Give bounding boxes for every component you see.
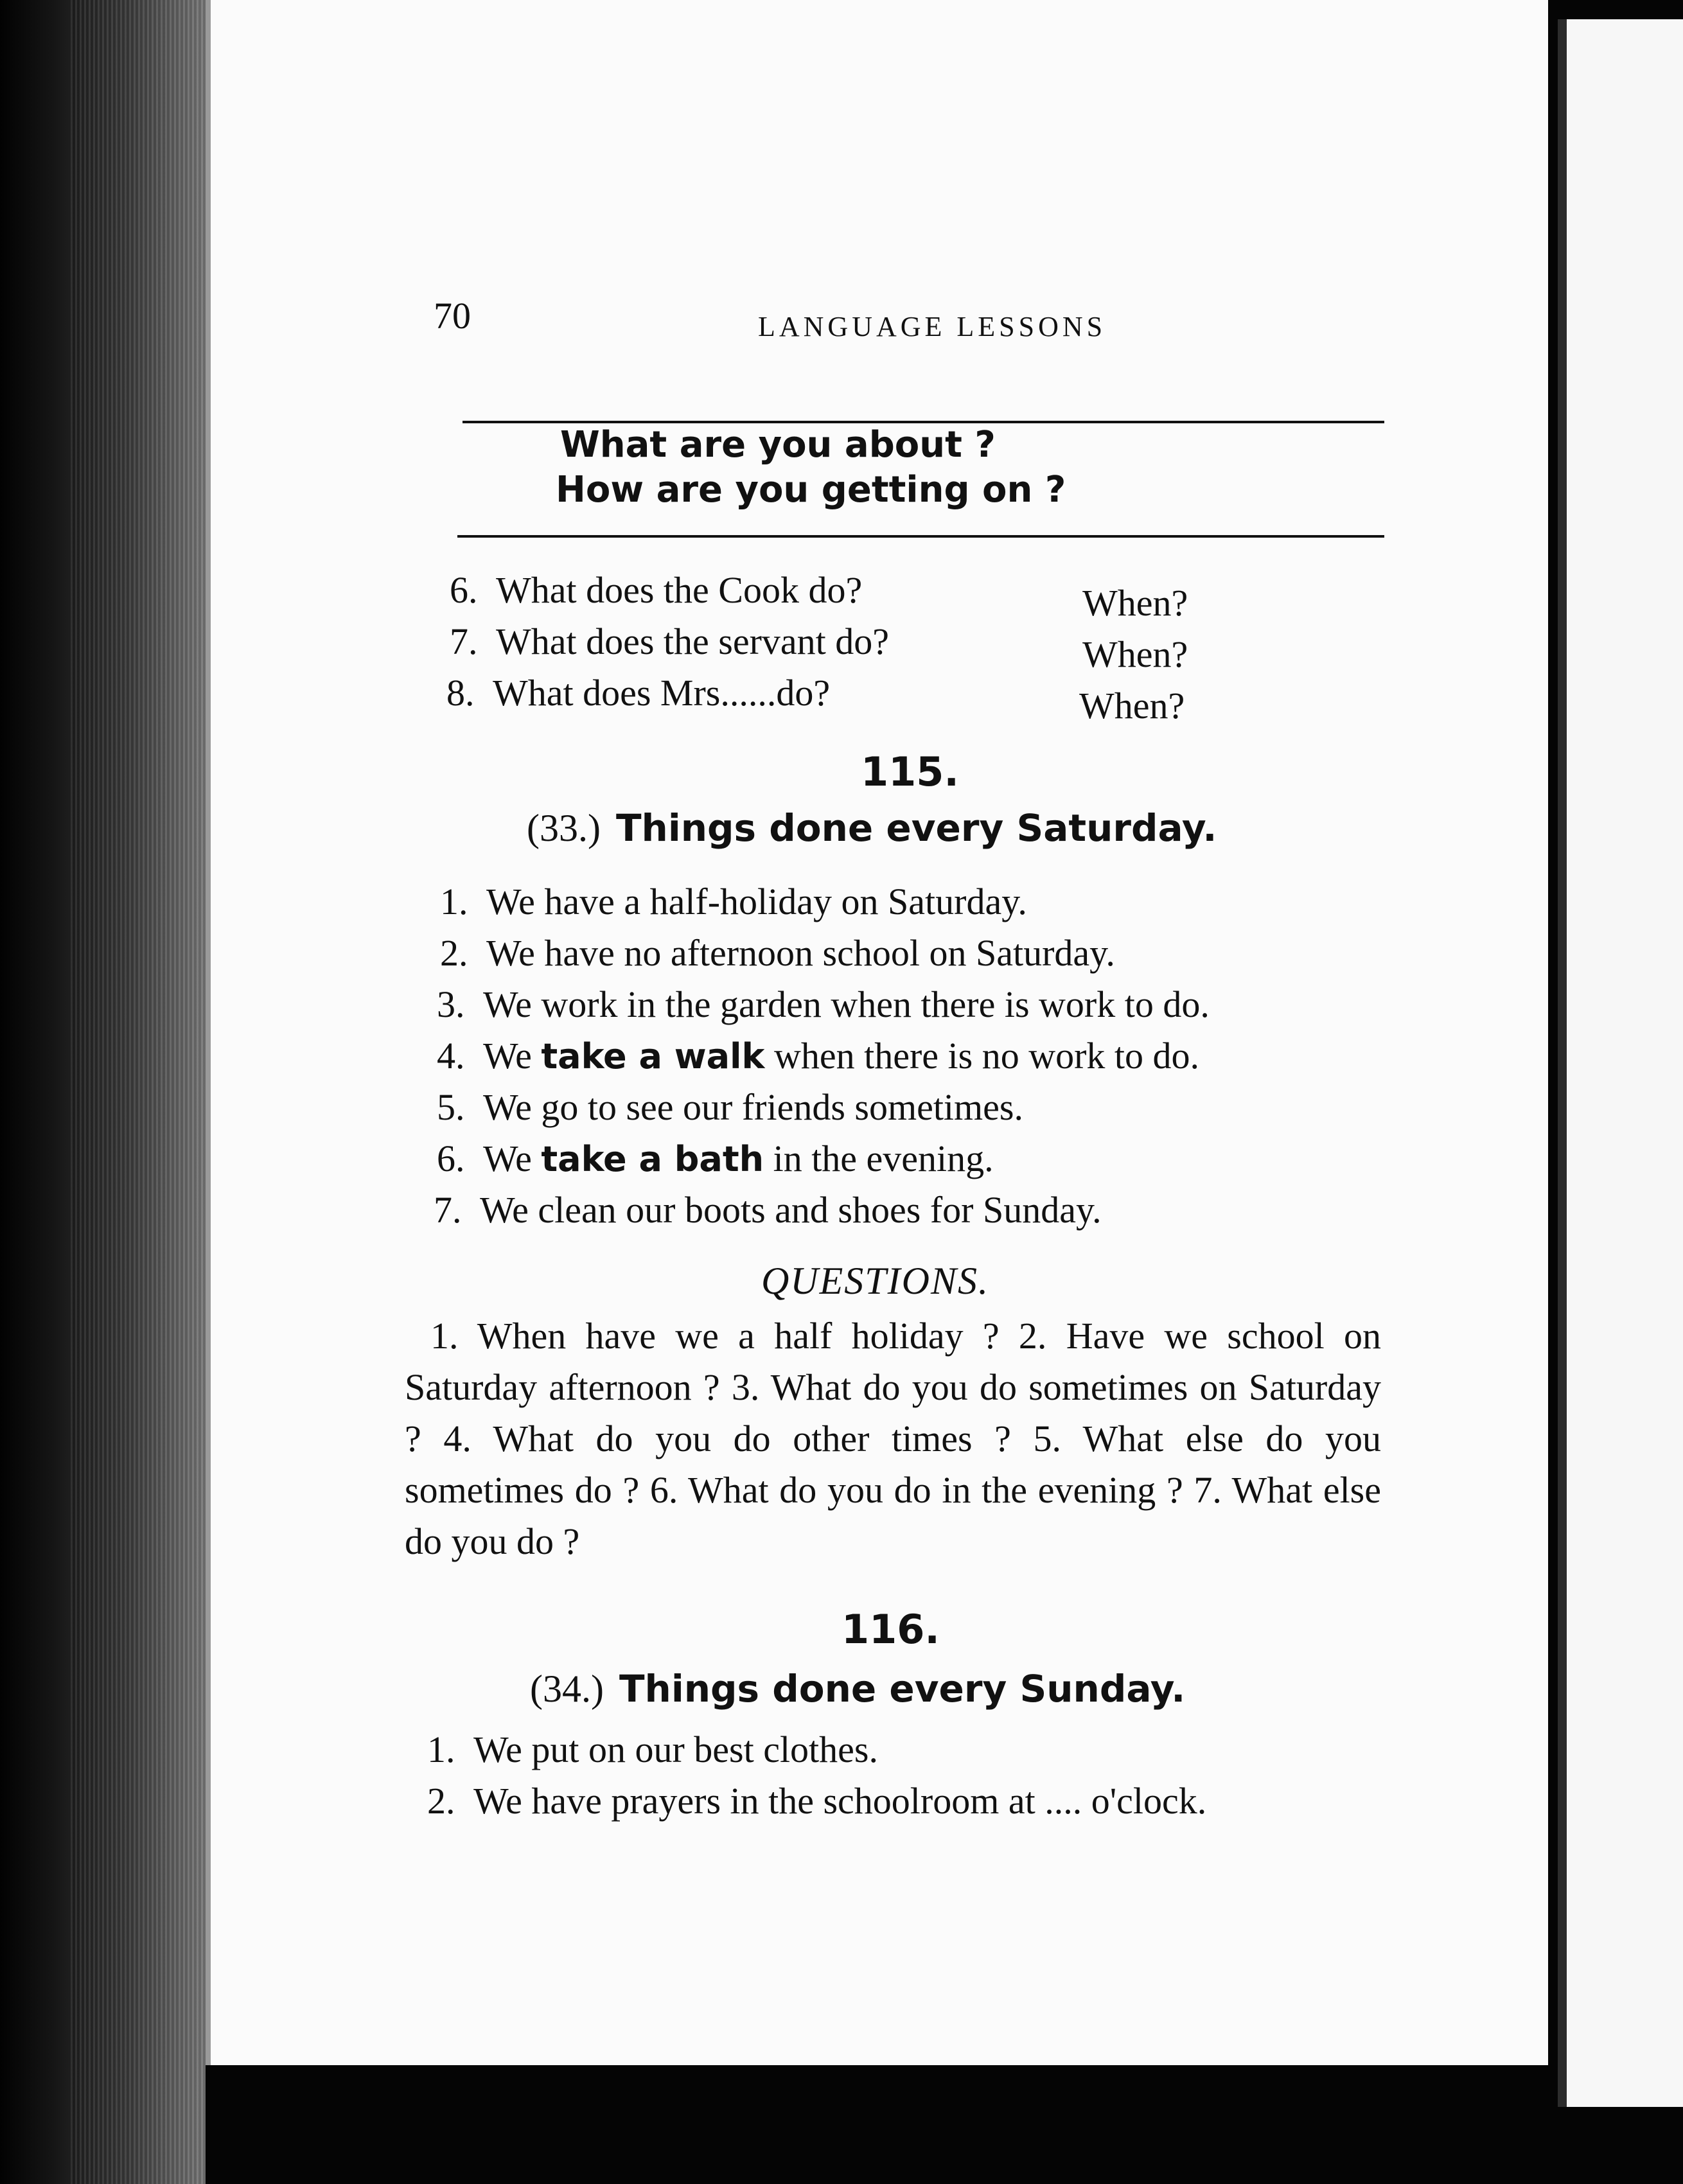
list-item — [440, 931, 1115, 974]
item-number: 7. — [434, 1189, 462, 1231]
top-rule — [463, 421, 1384, 423]
item-number: 8. — [446, 672, 475, 714]
item-text: What does the Cook do? — [496, 569, 863, 611]
item-text: We have no afternoon school on Saturday. — [486, 932, 1115, 974]
item-number: 2. — [427, 1780, 455, 1822]
list-item — [427, 1728, 878, 1771]
item-text: We clean our boots and shoes for Sunday. — [480, 1189, 1102, 1231]
item-number: 7. — [450, 621, 478, 662]
item-number: 1. — [440, 881, 468, 922]
item-text: We — [483, 1138, 542, 1179]
item-answer: When? — [1079, 685, 1185, 727]
item-number: 6. — [437, 1138, 465, 1179]
list-item — [437, 1137, 994, 1180]
header-question-1: What are you about ? — [560, 424, 996, 466]
list-item — [446, 671, 830, 714]
item-text: What does the servant do? — [496, 621, 890, 662]
item-text: We go to see our friends sometimes. — [483, 1086, 1023, 1128]
list-item — [440, 880, 1027, 923]
list-item — [437, 983, 1210, 1026]
item-number: 4. — [437, 1035, 465, 1077]
lesson-title — [527, 806, 1217, 850]
questions-heading: QUESTIONS. — [761, 1260, 990, 1302]
header-question-2: How are you getting on ? — [556, 469, 1066, 511]
list-item — [450, 620, 889, 663]
lesson-number: 115. — [861, 748, 959, 795]
item-number: 1. — [427, 1729, 455, 1770]
item-text: We put on our best clothes. — [473, 1729, 878, 1770]
bold-phrase: take a bath — [541, 1139, 764, 1179]
lesson-title-text: Things done every Sunday. — [619, 1667, 1186, 1711]
questions-paragraph: 1. When have we a half holiday ? 2. Have we school on Saturday afternoon ? 3. What do you do sometimes on Saturday ? 4. What do you do other times ? 5. What else do you sometimes do ? 6. What do you do in the evening ? 7. What else do you do ? — [405, 1315, 1381, 1562]
list-item — [437, 1086, 1023, 1129]
item-text: We — [483, 1035, 542, 1077]
item-text: We work in the garden when there is work to do. — [483, 983, 1210, 1025]
list-item — [434, 1188, 1102, 1231]
lesson-title — [530, 1667, 1185, 1711]
item-text: What does Mrs......do? — [493, 672, 831, 714]
item-answer: When? — [1082, 582, 1188, 624]
list-item — [450, 568, 862, 612]
facing-page — [1558, 19, 1683, 2107]
item-number: 6. — [450, 569, 478, 611]
lesson-number: 116. — [842, 1606, 940, 1653]
item-text-rest: when there is no work to do. — [764, 1035, 1200, 1077]
page-edges — [71, 0, 212, 2184]
bottom-rule — [457, 535, 1384, 538]
list-item — [437, 1034, 1199, 1077]
item-number: 3. — [437, 983, 465, 1025]
scan-background — [206, 2065, 1555, 2184]
item-number: 5. — [437, 1086, 465, 1128]
item-answer: When? — [1082, 633, 1188, 675]
lesson-subnumber: (33.) — [527, 807, 601, 849]
running-head: LANGUAGE LESSONS — [758, 311, 1107, 342]
item-text-rest: in the evening. — [764, 1138, 994, 1179]
lesson-title-text: Things done every Saturday. — [615, 806, 1217, 850]
list-item — [427, 1779, 1206, 1822]
lesson-subnumber: (34.) — [530, 1668, 604, 1710]
bold-phrase: take a walk — [541, 1036, 765, 1077]
item-text: We have prayers in the schoolroom at .... o'clock. — [473, 1780, 1207, 1822]
page-number: 70 — [434, 295, 471, 337]
item-text: We have a half-holiday on Saturday. — [486, 881, 1027, 922]
item-number: 2. — [440, 932, 468, 974]
